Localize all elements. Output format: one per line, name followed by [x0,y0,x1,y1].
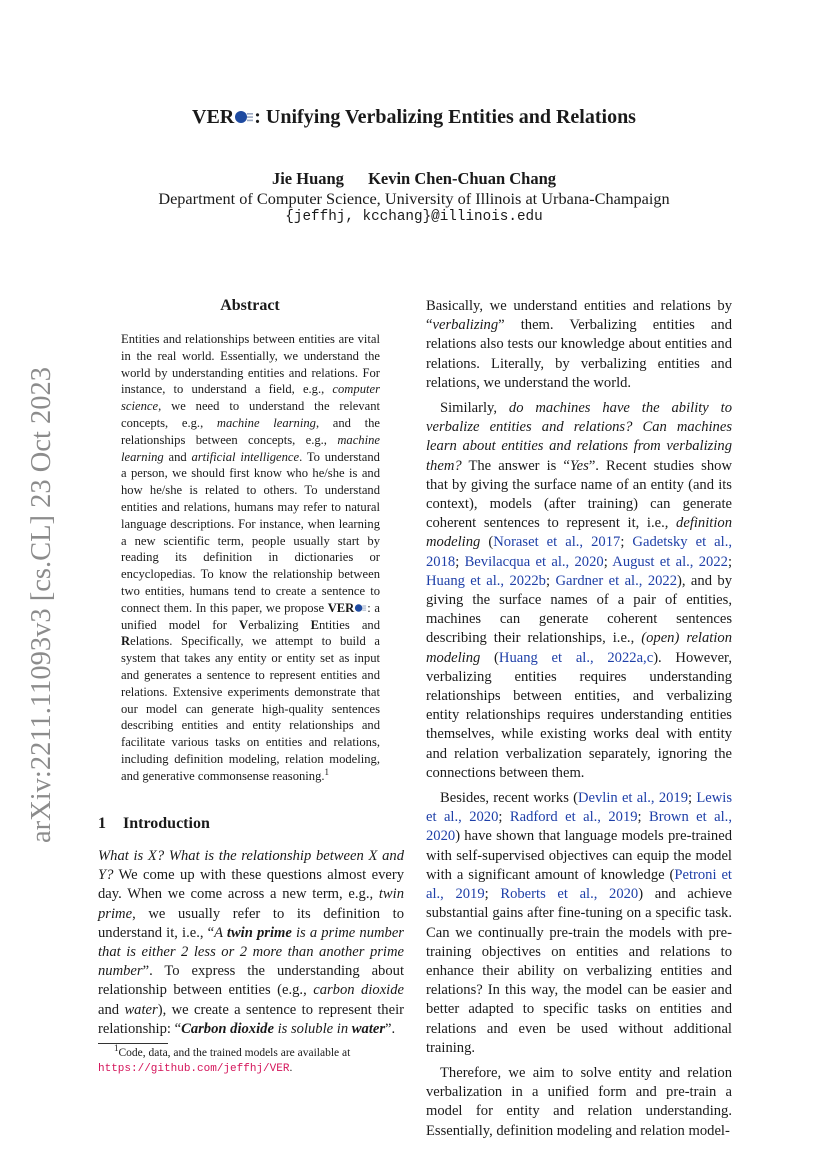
speech-bubble-icon [354,603,367,613]
citation-link[interactable]: Bevilacqua et al., 2020 [464,553,604,570]
author-1: Jie Huang [271,169,344,188]
footnote-text: Code, data, and the trained models are available at [118,1047,351,1059]
abstract-heading: Abstract [220,297,280,314]
citation-link[interactable]: Gadetsky et al., 2018 [426,534,732,570]
intro-paragraph: What is X? What is the relationship between X and Y? We come up with these questions almost every day. When we come across a new term, e.g., twin prime, we usually refer to its definition to understand it, i.e., “A twin prime is a prime number that is either 2 less or 2 more than another prime number”. To express the understanding about relationship between entities (e.g., carbon dioxide and water), we create a sentence to represent their relationship: “Carbon dioxide is soluble in water”. [98,848,405,1037]
citation-link[interactable]: Petroni et al., 2019 [426,866,732,903]
citation-link[interactable]: Noraset et al., 2017 [493,534,621,551]
citation-link[interactable]: August et al., 2022 [612,553,728,570]
paragraph: Basically, we understand entities and relations by “verbalizing” them. Verbalizing entities and relations also tests our knowledge about entities and relations. Literally, by verbalizing entities and relations, we understand the world. [426,298,732,391]
citation-link[interactable]: Roberts et al., 2020 [500,886,639,903]
citation-link[interactable]: Radford et al., 2019 [509,809,638,826]
affiliation: Department of Computer Science, University of Illinois at Urbana-Champaign [158,189,670,208]
paper-title [0,106,828,129]
emails: {jeffhj, kcchang}@illinois.edu [285,209,543,225]
citation-link[interactable]: Huang et al., 2022b [426,572,546,589]
citation-link[interactable]: Brown et al., 2020 [426,809,732,845]
section-title: Introduction [123,815,210,832]
footnote-mark: 1 [114,1043,119,1054]
title-prefix: VER [192,106,235,128]
paragraph: Similarly, do machines have the ability to verbalize entities and relations? Can machines learn about entities and relations from verbalizing them? The answer is “Yes”. Recent studies show that by giving the surface name of an entity (and its context), models (after training) can generate coherent sentences to represent it, i.e., definition modeling (Noraset et al., 2017; Gadetsky et al., 2018; Bevilacqua et al., 2020; August et al., 2022; Huang et al., 2022b; Gardner et al., 2022), and by giving the surface names of a pair of entities, machines can generate coherent sentences describing their relationships, i.e., (open) relation modeling (Huang et al., 2022a,c). However, verbalizing entities requires understanding relationships between entities, and verbalizing entity relationships requires understanding entities themselves, while existing works deal with entity and relation verbalization separately, ignoring the connections between them. [426,400,732,781]
citation-link[interactable]: Gardner et al., 2022 [555,572,678,589]
paragraph: Besides, recent works (Devlin et al., 2019; Lewis et al., 2020; Radford et al., 2019; Brown et al., 2020) have shown that language models pre-trained with self-supervised objectives can equip the model with a significant amount of knowledge (Petroni et al., 2019; Roberts et al., 2020) and achieve substantial gains after fine-tuning on a specific task. Can we continually pre-train the models with pre-training objectives on entities and relations to enhance their ability on verbalizing entities and relations? In this way, the model can be easier and better adapted to specific tasks on entities and relations and even be used without additional training. [426,790,732,1056]
footnote-rule [98,1043,168,1044]
speech-bubble-icon [234,109,254,125]
arxiv-stamp [14,362,70,848]
section-heading-introduction [98,815,210,833]
section-number: 1 [98,815,106,832]
abstract-body: Entities and relationships between entities are vital in the real world. Essentially, we understand the world by understanding entities and relations. For instance, to understand a field, e.g., computer science, we need to understand the relevant concepts, e.g., machine learning, and the relationships between concepts, e.g., machine learning and artificial intelligence. To understand a person, we should first know who he/she is and how he/she is related to others. To understand entities and relations, humans may refer to natural language descriptions. For instance, when learning a new scientific term, people usually start by reading its definition in dictionaries or encyclopedias. To know the relationship between two entities, humans tend to create a sentence to connect them. In this paper, we propose VER : a unified model for Verbalizing Entities and Relations. Specifically, we attempt to build a system that takes any entity or entity set as input and generates a sentence to represent entities and relations. Extensive experiments demonstrate that our model can generate high-quality sentences describing entities and entity relationships and facilitate various tasks on entities and relations, including definition modeling, relation modeling, and generative commonsense reasoning.$^1$ [121,332,381,783]
citation-link[interactable]: Devlin et al., 2019 [577,790,689,807]
arxiv-id: arXiv:2211.11093v3 [cs.CL] 23 Oct 2023 [26,367,57,843]
title-text: : Unifying Verbalizing Entities and Relations [254,106,636,128]
author-2: Kevin Chen-Chuan Chang [368,169,557,188]
right-column [426,297,732,1147]
footnote: $^1$Code, data, and the trained models are available at https://github.com/jeffhj/VER. [98,1043,351,1076]
paragraph: Therefore, we aim to solve entity and relation verbalization in a unified form and pre-train a model for entity and relation understanding. Essentially, definition modeling and relation model- [426,1064,732,1139]
citation-link[interactable]: Lewis et al., 2020 [426,790,732,826]
code-link[interactable]: https://github.com/jeffhj/VER [98,1063,290,1076]
citation-link[interactable]: Huang et al., 2022a,c [498,649,654,666]
authors [0,169,828,189]
